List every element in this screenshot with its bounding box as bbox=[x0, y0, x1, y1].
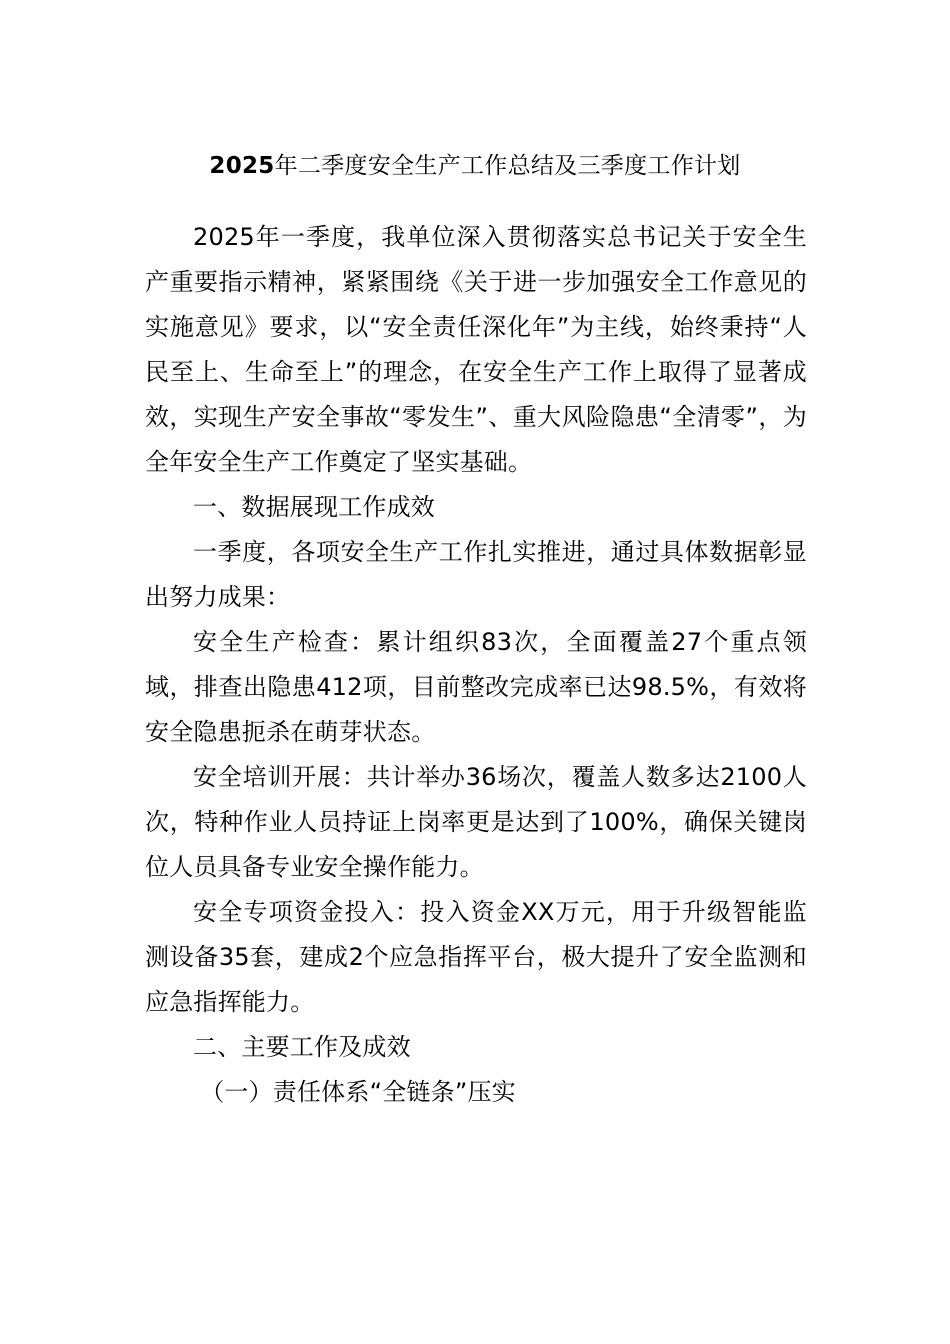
funding-paragraph: 安全专项资金投入：投入资金XX万元，用于升级智能监测设备35套，建成2个应急指挥平台，极大提升了安全监测和应急指挥能力。 bbox=[145, 898, 807, 1016]
title-text: 年二季度安全生产工作总结及三季度工作计划 bbox=[274, 153, 741, 179]
section-heading-2: 二、主要工作及成效 bbox=[193, 1033, 411, 1061]
title-year: 2025 bbox=[209, 153, 275, 179]
document-title bbox=[0, 146, 950, 186]
subsection-heading-1: （一）责任体系“全链条”压实 bbox=[200, 1078, 516, 1106]
intro-paragraph: 2025年一季度，我单位深入贯彻落实总书记关于安全生产重要指示精神，紧紧围绕《关于进一步加强安全工作意见的实施意见》要求，以“安全责任深化年”为主线，始终秉持“人民至上、生命至上”的理念，在安全生产工作上取得了显著成效，实现生产安全事故“零发生”、重大风险隐患“全清零”，为全年安全生产工作奠定了坚实基础。 bbox=[145, 223, 807, 476]
document-body bbox=[145, 215, 807, 1115]
section-heading-1: 一、数据展现工作成效 bbox=[193, 493, 435, 521]
inspection-paragraph: 安全生产检查：累计组织83次，全面覆盖27个重点领域，排查出隐患412项，目前整改完成率已达98.5%，有效将安全隐患扼杀在萌芽状态。 bbox=[145, 628, 807, 746]
training-paragraph: 安全培训开展：共计举办36场次，覆盖人数多达2100人次，特种作业人员持证上岗率更是达到了100%，确保关键岗位人员具备专业安全操作能力。 bbox=[145, 763, 807, 881]
section-1-intro: 一季度，各项安全生产工作扎实推进，通过具体数据彰显出努力成果： bbox=[145, 538, 807, 611]
